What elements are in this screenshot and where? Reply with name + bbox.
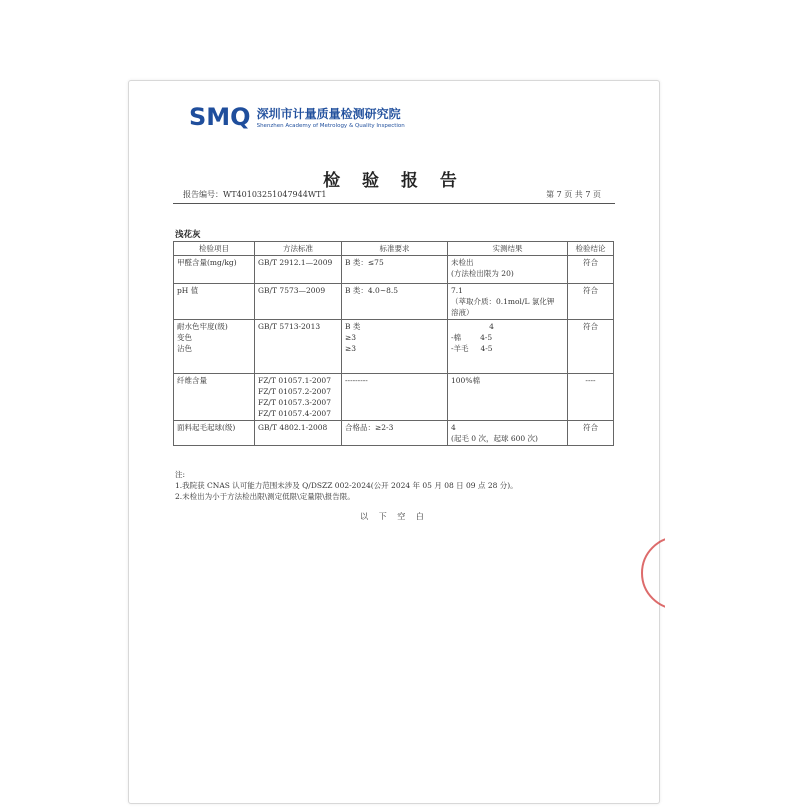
cell-line: FZ/T 01057.4-2007 [258, 409, 331, 418]
cell-conclusion: 符合 [568, 320, 614, 374]
header-requirement: 标准要求 [342, 242, 448, 256]
red-seal-stamp [637, 536, 665, 616]
cell-line: 纤维含量 [177, 376, 207, 385]
report-meta [183, 189, 601, 200]
cell-conclusion: 符合 [568, 256, 614, 284]
cell-line: --------- [345, 376, 368, 385]
cell-line: GB/T 7573—2009 [258, 286, 326, 295]
cell-result [448, 320, 568, 374]
cell-line: B 类：≤75 [345, 258, 384, 267]
cell-method [255, 374, 342, 421]
smq-logo-mark: SMQ [189, 103, 251, 131]
cell-line: ≥3 [345, 344, 357, 353]
cell-line: 4 [451, 423, 456, 432]
header-conclusion: 检验结论 [568, 242, 614, 256]
cell-method [255, 284, 342, 320]
page-info: 第 7 页 共 7 页 [546, 190, 601, 199]
cell-line: 溶液） [451, 308, 474, 317]
cell-result [448, 256, 568, 284]
results-table [173, 241, 614, 446]
cell-line: 100%棉 [451, 376, 480, 385]
note-line: 1.我院获 CNAS 认可能力范围未涉及 Q/DSZZ 002-2024(公开 2024 年 05 月 08 日 09 点 28 分)。 [175, 481, 518, 490]
table-row [174, 421, 614, 446]
cell-line: FZ/T 01057.2-2007 [258, 387, 331, 396]
organization-logo [189, 103, 405, 131]
cell-requirement [342, 421, 448, 446]
sample-name: 浅花灰 [175, 230, 201, 240]
cell-line: GB/T 4802.1-2008 [258, 423, 328, 432]
cell-method [255, 421, 342, 446]
cell-line: （萃取介质：0.1mol/L 氯化钾 [451, 297, 555, 306]
end-of-report-text: 以 下 空 白 [360, 512, 428, 521]
cell-line: 沾色 [177, 344, 192, 353]
table-header-row [174, 242, 614, 256]
cell-line: 4 [451, 322, 494, 331]
header-result: 实测结果 [448, 242, 568, 256]
report-number: 报告编号：WT40103251047944WT1 [183, 190, 327, 199]
cell-line: 甲醛含量(mg/kg) [177, 258, 237, 267]
cell-line: (方法检出限为 20) [451, 269, 514, 278]
cell-line: FZ/T 01057.3-2007 [258, 398, 331, 407]
cell-line: FZ/T 01057.1-2007 [258, 376, 331, 385]
cell-conclusion: 符合 [568, 421, 614, 446]
table-row [174, 320, 614, 374]
cell-method [255, 320, 342, 374]
notes-label: 注: [175, 470, 186, 479]
cell-result [448, 421, 568, 446]
cell-line: 耐水色牢度(级) [177, 322, 228, 331]
org-name-cn: 深圳市计量质量检测研究院 [256, 107, 401, 121]
cell-line: -羊毛 4-5 [451, 344, 493, 353]
header-item: 检验项目 [174, 242, 255, 256]
header-method: 方法标准 [255, 242, 342, 256]
report-page [128, 80, 660, 804]
cell-requirement [342, 374, 448, 421]
cell-line: (起毛 0 次，起球 600 次) [451, 434, 538, 443]
cell-item [174, 256, 255, 284]
cell-result [448, 284, 568, 320]
cell-item [174, 320, 255, 374]
table-row [174, 256, 614, 284]
cell-line: 未检出 [451, 258, 474, 267]
cell-result [448, 374, 568, 421]
cell-item [174, 421, 255, 446]
cell-line: B 类：4.0~8.5 [345, 286, 399, 295]
cell-line: 7.1 [451, 286, 463, 295]
cell-line: 合格品：≥2-3 [345, 423, 394, 432]
report-title: 检 验 报 告 [323, 171, 465, 191]
cell-line: 面料起毛起球(级) [177, 423, 236, 432]
cell-conclusion: 符合 [568, 284, 614, 320]
cell-item [174, 284, 255, 320]
cell-line: B 类 [345, 322, 361, 331]
cell-conclusion: ---- [568, 374, 614, 421]
cell-method [255, 256, 342, 284]
cell-line: -棉 4-5 [451, 333, 493, 342]
table-row [174, 284, 614, 320]
cell-requirement [342, 320, 448, 374]
cell-requirement [342, 284, 448, 320]
cell-line: ≥3 [345, 333, 357, 342]
table-row [174, 374, 614, 421]
cell-requirement [342, 256, 448, 284]
note-line: 2.未检出为小于方法检出限\测定低限\定量限\报告限。 [175, 492, 355, 501]
seal-ring [641, 536, 665, 610]
notes-section [175, 469, 518, 502]
header-divider [173, 203, 615, 204]
cell-line: 变色 [177, 333, 192, 342]
cell-line: pH 值 [177, 286, 199, 295]
cell-line: GB/T 5713-2013 [258, 322, 321, 331]
cell-line: GB/T 2912.1—2009 [258, 258, 333, 267]
org-name-en: Shenzhen Academy of Metrology & Quality Inspection [256, 123, 405, 129]
cell-item [174, 374, 255, 421]
